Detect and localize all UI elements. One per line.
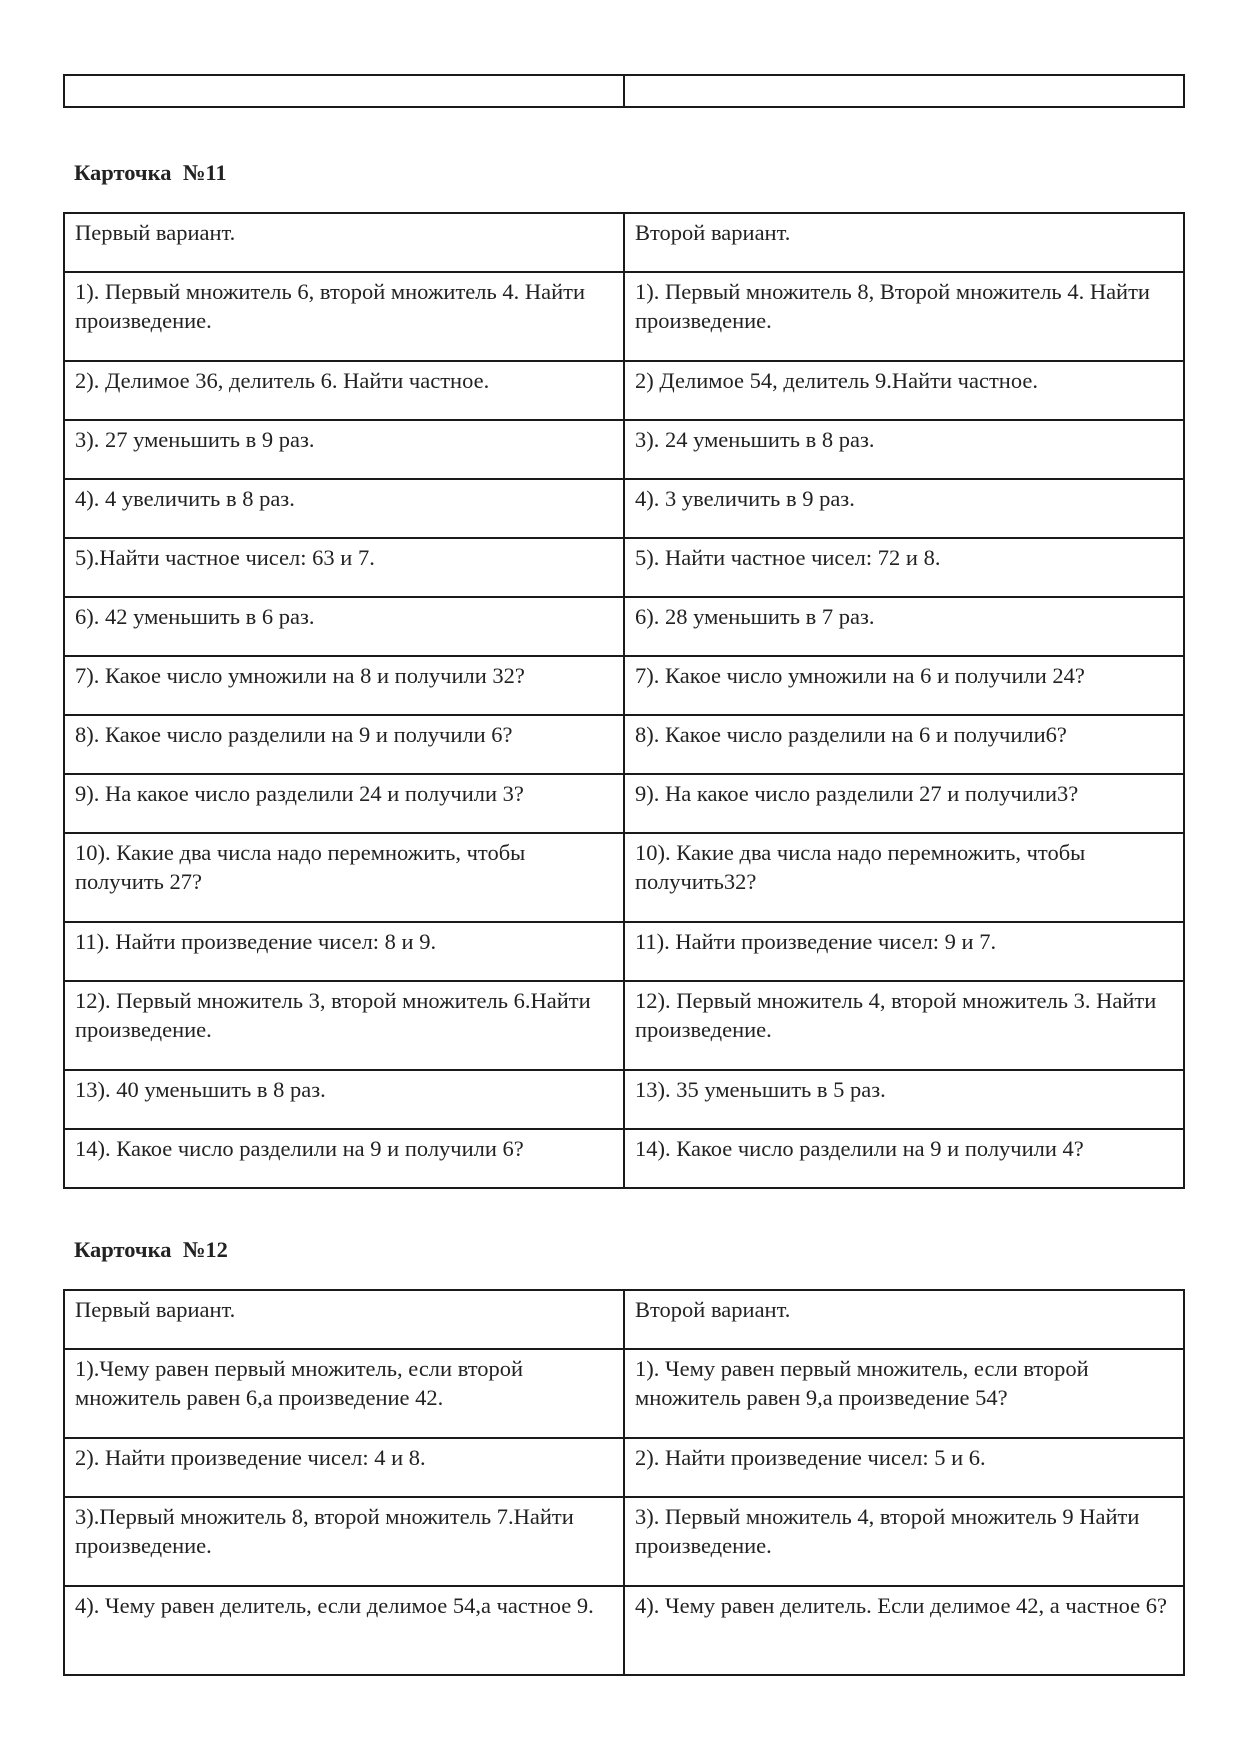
table-row — [64, 538, 1184, 597]
task-variant-2: 1). Чему равен первый множитель, если второй множитель равен 9,а произведение 54? — [624, 1349, 1184, 1438]
card-12-table — [63, 1289, 1185, 1676]
table-header-row — [64, 1290, 1184, 1349]
card-11-table — [63, 212, 1185, 1189]
table-cell — [64, 75, 624, 107]
table-row — [64, 1349, 1184, 1438]
task-variant-1: 12). Первый множитель 3, второй множитель 6.Найти произведение. — [64, 981, 624, 1070]
task-variant-2: 1). Первый множитель 8, Второй множитель 4. Найти произведение. — [624, 272, 1184, 361]
table-row — [64, 75, 1184, 107]
header-variant-2: Второй вариант. — [624, 213, 1184, 272]
task-variant-1: 10). Какие два числа надо перемножить, чтобы получить 27? — [64, 833, 624, 922]
task-variant-1: 6). 42 уменьшить в 6 раз. — [64, 597, 624, 656]
table-row — [64, 715, 1184, 774]
task-variant-2: 3). Первый множитель 4, второй множитель 9 Найти произведение. — [624, 1497, 1184, 1586]
table-row — [64, 833, 1184, 922]
table-row — [64, 479, 1184, 538]
table-row — [64, 1586, 1184, 1675]
task-variant-2: 7). Какое число умножили на 6 и получили 24? — [624, 656, 1184, 715]
table-row — [64, 1070, 1184, 1129]
task-variant-2: 8). Какое число разделили на 6 и получили6? — [624, 715, 1184, 774]
task-variant-1: 2). Делимое 36, делитель 6. Найти частное. — [64, 361, 624, 420]
table-cell — [624, 75, 1184, 107]
task-variant-1: 3).Первый множитель 8, второй множитель 7.Найти произведение. — [64, 1497, 624, 1586]
header-variant-2: Второй вариант. — [624, 1290, 1184, 1349]
task-variant-1: 5).Найти частное чисел: 63 и 7. — [64, 538, 624, 597]
task-variant-1: 1).Чему равен первый множитель, если второй множитель равен 6,а произведение 42. — [64, 1349, 624, 1438]
task-variant-1: 11). Найти произведение чисел: 8 и 9. — [64, 922, 624, 981]
table-row — [64, 981, 1184, 1070]
task-variant-1: 7). Какое число умножили на 8 и получили 32? — [64, 656, 624, 715]
task-variant-2: 5). Найти частное чисел: 72 и 8. — [624, 538, 1184, 597]
card-11-title: Карточка №11 — [74, 160, 227, 185]
header-variant-1: Первый вариант. — [64, 1290, 624, 1349]
table-row — [64, 272, 1184, 361]
task-variant-1: 9). На какое число разделили 24 и получили 3? — [64, 774, 624, 833]
task-variant-1: 4). Чему равен делитель, если делимое 54,а частное 9. — [64, 1586, 624, 1675]
task-variant-2: 3). 24 уменьшить в 8 раз. — [624, 420, 1184, 479]
task-variant-1: 3). 27 уменьшить в 9 раз. — [64, 420, 624, 479]
task-variant-2: 6). 28 уменьшить в 7 раз. — [624, 597, 1184, 656]
task-variant-1: 1). Первый множитель 6, второй множитель 4. Найти произведение. — [64, 272, 624, 361]
table-row — [64, 597, 1184, 656]
table-row — [64, 656, 1184, 715]
task-variant-2: 10). Какие два числа надо перемножить, чтобы получить32? — [624, 833, 1184, 922]
task-variant-1: 4). 4 увеличить в 8 раз. — [64, 479, 624, 538]
header-variant-1: Первый вариант. — [64, 213, 624, 272]
table-header-row — [64, 213, 1184, 272]
task-variant-2: 2) Делимое 54, делитель 9.Найти частное. — [624, 361, 1184, 420]
table-row — [64, 1129, 1184, 1188]
table-row — [64, 420, 1184, 479]
task-variant-2: 12). Первый множитель 4, второй множитель 3. Найти произведение. — [624, 981, 1184, 1070]
task-variant-1: 2). Найти произведение чисел: 4 и 8. — [64, 1438, 624, 1497]
table-row — [64, 1438, 1184, 1497]
table-row — [64, 774, 1184, 833]
task-variant-2: 14). Какое число разделили на 9 и получили 4? — [624, 1129, 1184, 1188]
task-variant-2: 4). 3 увеличить в 9 раз. — [624, 479, 1184, 538]
task-variant-2: 2). Найти произведение чисел: 5 и 6. — [624, 1438, 1184, 1497]
task-variant-1: 8). Какое число разделили на 9 и получили 6? — [64, 715, 624, 774]
task-variant-2: 4). Чему равен делитель. Если делимое 42, а частное 6? — [624, 1586, 1184, 1675]
task-variant-2: 11). Найти произведение чисел: 9 и 7. — [624, 922, 1184, 981]
table-row — [64, 922, 1184, 981]
task-variant-1: 13). 40 уменьшить в 8 раз. — [64, 1070, 624, 1129]
card-12-title: Карточка №12 — [74, 1237, 228, 1262]
top-table — [63, 74, 1185, 108]
table-row — [64, 1497, 1184, 1586]
task-variant-1: 14). Какое число разделили на 9 и получили 6? — [64, 1129, 624, 1188]
table-row — [64, 361, 1184, 420]
task-variant-2: 9). На какое число разделили 27 и получили3? — [624, 774, 1184, 833]
task-variant-2: 13). 35 уменьшить в 5 раз. — [624, 1070, 1184, 1129]
